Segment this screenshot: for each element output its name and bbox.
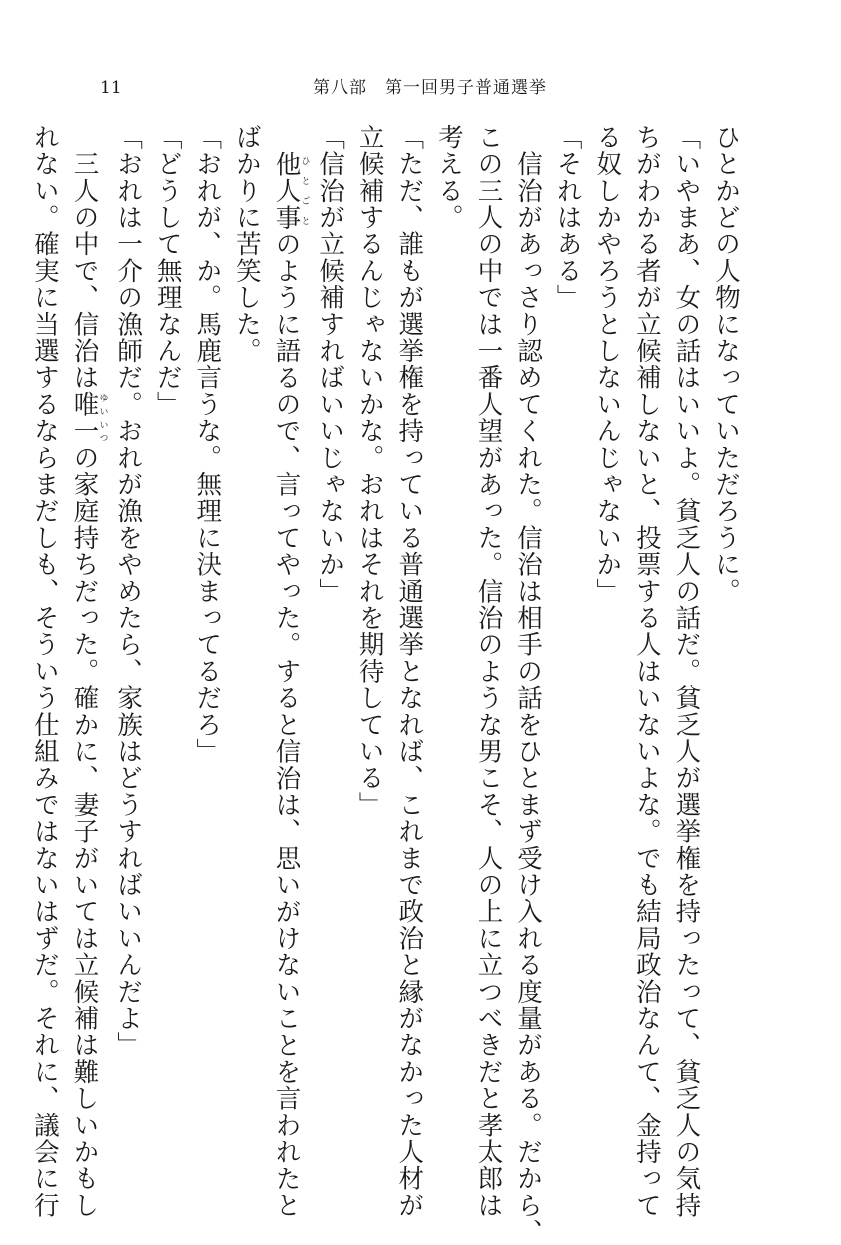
text-line: る奴しかやろうとしないんじゃないか」 xyxy=(592,124,623,605)
text-line: 「おれが、か。馬鹿言うな。無理に決まってるだろ」 xyxy=(192,124,223,765)
text-segment: 三人の中で、信治は xyxy=(69,124,100,391)
text-line: れない。確実に当選するならまだしも、そういう仕組みではないはずだ。それに、議会に行 xyxy=(29,124,60,1219)
ruby-annotation xyxy=(69,391,108,445)
text-segment: の家庭持ちだった。確かに、妻子がいては立候補は難しいかもし xyxy=(69,444,100,1219)
text-line: ひとかどの人物になっていただろうに。 xyxy=(711,124,741,605)
vertical-body-text xyxy=(29,124,745,1245)
text-line: ちがわかる者が立候補しないと、投票する人はいないよな。でも結局政治なんて、金持って xyxy=(631,124,662,1219)
text-line: 信治があっさり認めてくれた。信治は相手の話をひとまず受け入れる度量がある。だから、 xyxy=(513,124,544,1245)
page-number: 11 xyxy=(100,78,122,98)
text-line: 考える。 xyxy=(433,124,464,231)
ruby-base: 他人事 xyxy=(271,150,302,231)
text-line: 「ただ、誰もが選挙権を持っている普通選挙となれば、これまで政治と縁がなかった人材が xyxy=(394,124,425,1219)
running-head: 第八部 第一回男子普通選挙 xyxy=(313,78,547,98)
text-line: 立候補するんじゃないかな。おれはそれを期待している」 xyxy=(354,124,385,819)
ruby-base: 唯一 xyxy=(69,391,100,445)
text-line: 「どうして無理なんだ」 xyxy=(152,124,183,418)
text-line: 「おれは一介の漁師だ。おれが漁をやめたら、家族はどうすればいいんだよ」 xyxy=(113,124,144,1059)
text-line-with-ruby xyxy=(64,124,108,1219)
text-line: 「それはある」 xyxy=(552,124,583,311)
ruby-reading: ひとごと xyxy=(299,150,310,231)
text-line: 「いやまあ、女の話はいいよ。貧乏人の話だ。貧乏人が選挙権を持ったって、貧乏人の気持 xyxy=(671,124,702,1219)
ruby-reading: ゆいいつ xyxy=(97,391,108,445)
text-line: この三人の中では一番人望があった。信治のような男こそ、人の上に立つべきだと孝太郎は xyxy=(473,124,504,1219)
text-line: ばかりに苦笑した。 xyxy=(231,124,262,365)
text-line-with-ruby xyxy=(266,124,310,1219)
text-line: 「信治が立候補すればいいじゃないか」 xyxy=(315,124,346,605)
ruby-annotation xyxy=(271,150,310,231)
text-segment: のように語るので、言ってやった。すると信治は、思いがけないことを言われたと xyxy=(271,230,302,1219)
text-segment xyxy=(271,124,301,151)
